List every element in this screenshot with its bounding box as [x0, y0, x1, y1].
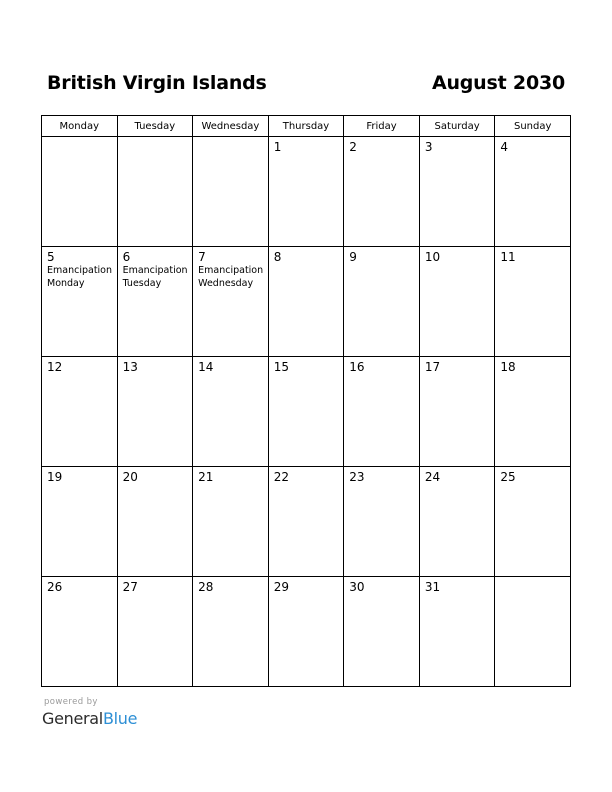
day-cell [42, 357, 118, 467]
day-cell [495, 577, 571, 687]
day-number: 13 [122, 360, 138, 374]
day-cell [193, 137, 269, 247]
day-number: 11 [500, 250, 516, 264]
day-cell [42, 467, 118, 577]
day-number: 6 [122, 250, 131, 264]
day-number: 27 [122, 580, 138, 594]
brand-general-text: General [42, 709, 103, 728]
day-cell [495, 247, 571, 357]
day-cell [42, 577, 118, 687]
day-number: 28 [198, 580, 214, 594]
day-number: 18 [500, 360, 516, 374]
day-number: 3 [424, 140, 433, 154]
day-cell [117, 247, 193, 357]
day-cell [344, 247, 420, 357]
day-cell [419, 247, 495, 357]
day-cell [117, 577, 193, 687]
day-cell [344, 577, 420, 687]
day-number: 1 [273, 140, 282, 154]
day-number [118, 137, 193, 140]
day-number: 20 [122, 470, 138, 484]
day-cell [42, 137, 118, 247]
powered-by-label: powered by [44, 697, 98, 707]
day-cell [268, 467, 344, 577]
day-number: 17 [424, 360, 441, 374]
day-cell [268, 357, 344, 467]
day-cell [419, 577, 495, 687]
calendar-week-row [42, 247, 571, 357]
day-number: 12 [47, 360, 63, 374]
day-cell [495, 467, 571, 577]
day-cell [268, 137, 344, 247]
calendar-region-title: British Virgin Islands [47, 72, 267, 94]
day-cell [419, 137, 495, 247]
holiday-label: Tuesday [122, 278, 162, 289]
day-number: 16 [349, 360, 365, 374]
day-cell [344, 357, 420, 467]
holiday-label: Monday [47, 278, 85, 289]
weekday-header-row [42, 116, 571, 137]
day-number: 19 [47, 470, 63, 484]
weekday-header-wednesday: Wednesday [193, 116, 269, 137]
day-number [495, 577, 570, 580]
calendar-week-row [42, 467, 571, 577]
holiday-label: Emancipation [122, 265, 188, 276]
holiday-label: Emancipation [47, 265, 113, 276]
day-number [42, 137, 117, 140]
day-number: 25 [500, 470, 516, 484]
day-number: 26 [47, 580, 63, 594]
weekday-header-friday: Friday [344, 116, 420, 137]
day-cell [344, 467, 420, 577]
day-cell [117, 137, 193, 247]
holiday-label: Emancipation [198, 265, 264, 276]
day-cell [117, 357, 193, 467]
weekday-header-sunday: Sunday [495, 116, 571, 137]
holiday-label: Wednesday [198, 278, 254, 289]
day-number: 10 [424, 250, 441, 264]
day-number: 22 [273, 470, 289, 484]
day-number: 5 [47, 250, 55, 264]
day-cell [193, 357, 269, 467]
generalblue-logo [42, 709, 137, 728]
day-cell [117, 467, 193, 577]
day-number: 31 [424, 580, 441, 594]
calendar-grid [41, 115, 571, 687]
day-cell [495, 137, 571, 247]
weekday-header-thursday: Thursday [268, 116, 344, 137]
brand-blue-text: Blue [102, 709, 138, 728]
day-cell [42, 247, 118, 357]
day-number: 14 [198, 360, 214, 374]
day-number: 7 [198, 250, 206, 264]
weekday-header-tuesday: Tuesday [117, 116, 193, 137]
day-number: 29 [273, 580, 289, 594]
calendar-month-title: August 2030 [431, 72, 565, 94]
day-number [193, 137, 268, 140]
calendar-week-row [42, 577, 571, 687]
day-number: 21 [198, 470, 214, 484]
weekday-header-monday: Monday [42, 116, 118, 137]
day-cell [419, 357, 495, 467]
day-cell [193, 467, 269, 577]
calendar-week-row [42, 137, 571, 247]
day-cell [193, 247, 269, 357]
weekday-header-saturday: Saturday [419, 116, 495, 137]
day-cell [419, 467, 495, 577]
calendar-week-row [42, 357, 571, 467]
day-cell [193, 577, 269, 687]
day-number: 24 [424, 470, 441, 484]
day-number: 23 [349, 470, 365, 484]
day-number: 8 [273, 250, 282, 264]
day-cell [268, 577, 344, 687]
day-cell [268, 247, 344, 357]
day-cell [495, 357, 571, 467]
day-number: 4 [500, 140, 509, 154]
day-number: 9 [349, 250, 357, 264]
day-number: 30 [349, 580, 365, 594]
day-number: 2 [349, 140, 357, 154]
day-number: 15 [273, 360, 289, 374]
day-cell [344, 137, 420, 247]
